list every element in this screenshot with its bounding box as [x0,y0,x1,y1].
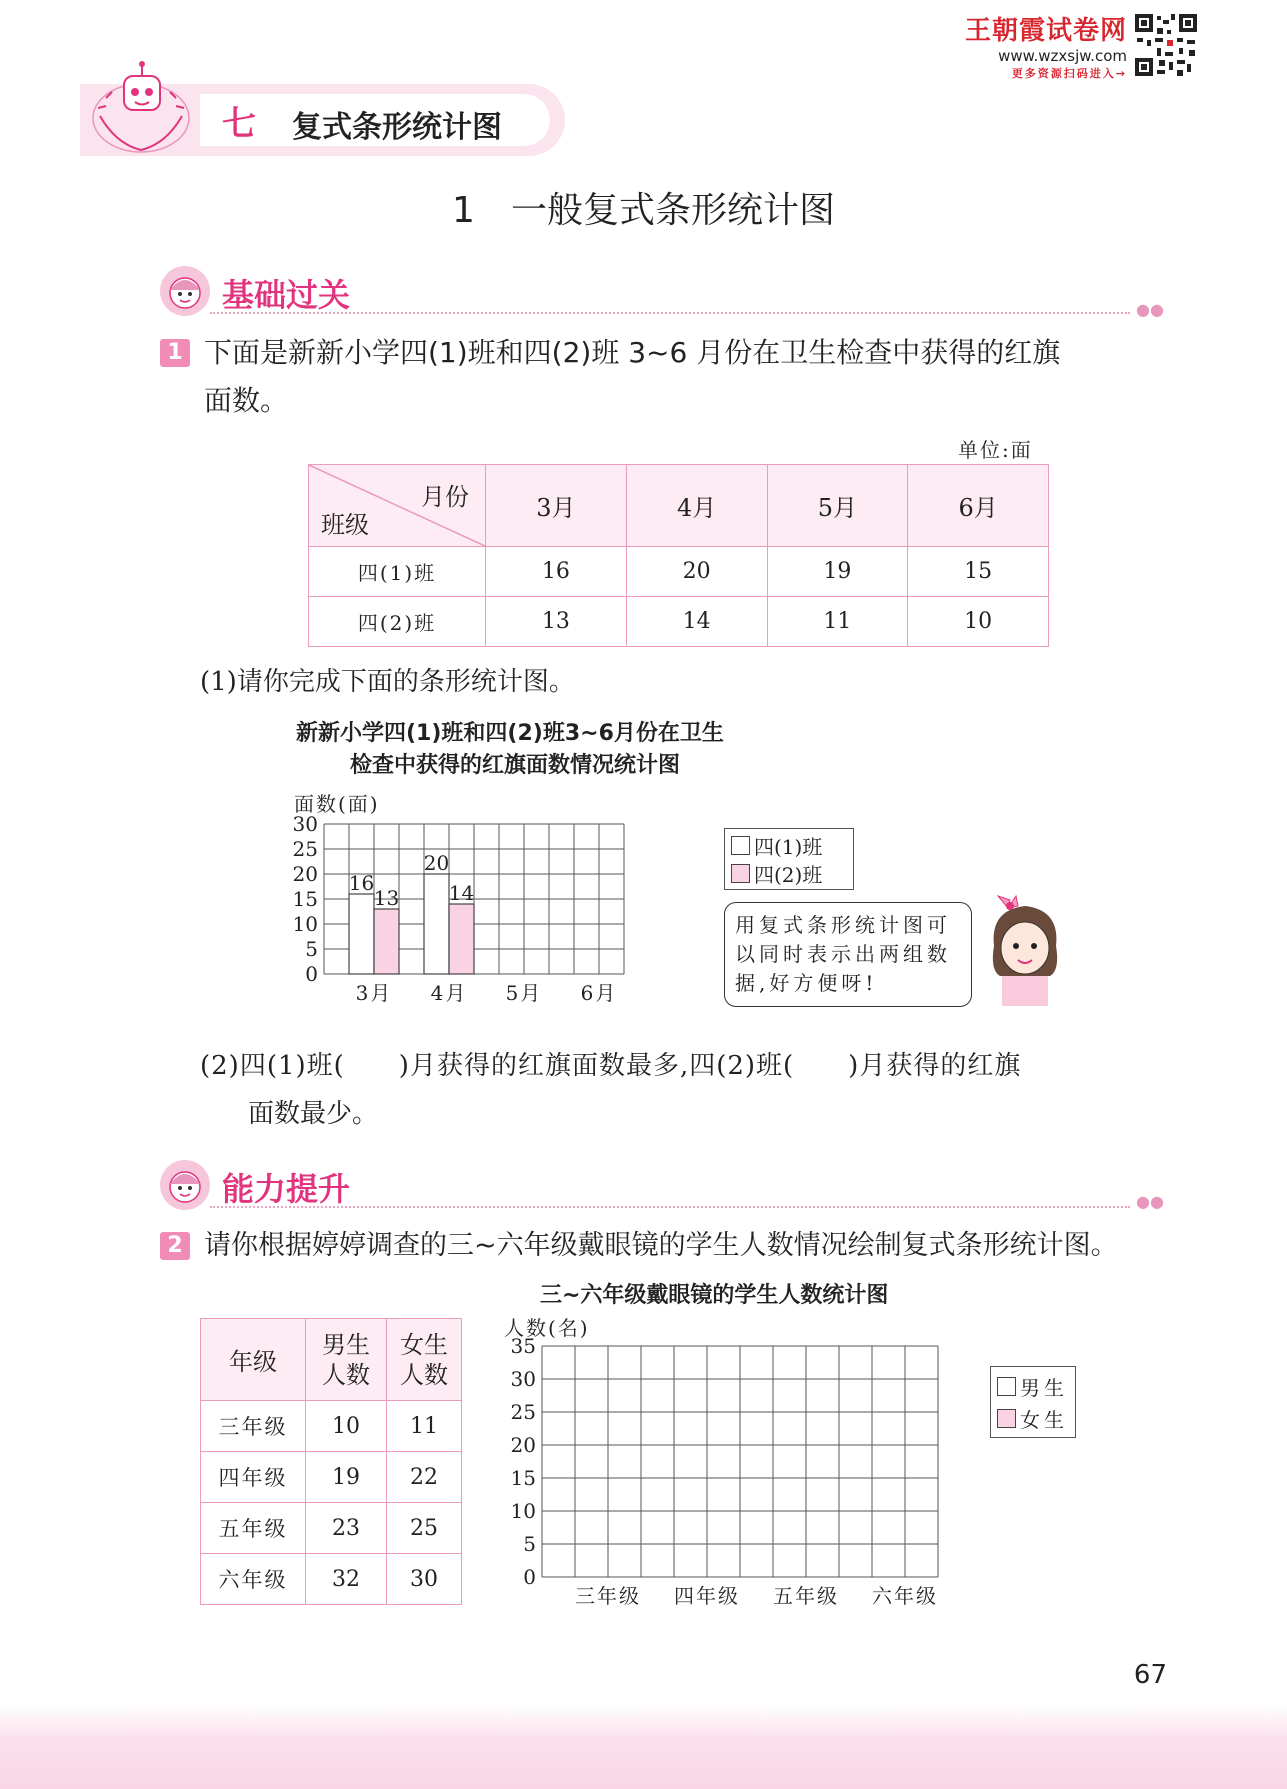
table-row-label: 四(2)班 [309,597,486,647]
legend-swatch [997,1409,1016,1428]
legend-item [991,1370,1075,1402]
table-header-month: 6月 [908,465,1049,547]
legend-swatch [731,836,750,855]
sub-question-2-line1: (2)四(1)班( )月获得的红旗面数最多,四(2)班( )月获得的红旗 [200,1051,1022,1081]
y-tick-label: 15 [292,887,318,911]
table-row-label: 六年级 [201,1554,306,1605]
table-cell: 19 [767,547,908,597]
dots-decoration: ●● [1136,300,1164,319]
table-cell: 23 [306,1503,387,1554]
y-tick-label: 5 [523,1532,536,1556]
question-number: 1 [160,339,190,367]
footer-band [0,1705,1287,1789]
sub-question-2-line2: 面数最少。 [248,1099,379,1129]
table-cell: 19 [306,1452,387,1503]
question1-text-line1: 下面是新新小学四(1)班和四(2)班 3~6 月份在卫生检查中获得的红旗 [204,336,1061,369]
table-header-month: 3月 [486,465,627,547]
table-header-month: 5月 [767,465,908,547]
y-tick-label: 5 [305,937,318,961]
chart1-plot [280,812,720,1032]
table-header-line: 人数 [400,1360,448,1389]
table-cell: 11 [387,1401,462,1452]
girl-face-icon [160,1160,210,1210]
chart2-title: 三~六年级戴眼镜的学生人数统计图 [540,1283,889,1308]
question-number: 2 [160,1232,190,1260]
q2-data-table [200,1318,462,1605]
y-tick-label: 15 [510,1466,536,1490]
part1-divider [210,312,1130,314]
table-cell: 30 [387,1554,462,1605]
robot-mascot-icon [86,58,196,158]
y-tick-label: 0 [305,962,318,986]
part2-label: 能力提升 [222,1170,351,1208]
y-tick-label: 10 [510,1499,536,1523]
table-row-label: 四(1)班 [309,547,486,597]
y-tick-label: 35 [510,1334,536,1358]
table-row-label: 四年级 [201,1452,306,1503]
table-cell: 22 [387,1452,462,1503]
girl-face-icon [160,266,210,316]
chart2-legend [990,1366,1076,1438]
page-number: 67 [1133,1660,1167,1690]
speech-bubble [724,902,972,1007]
table-cell: 16 [486,547,627,597]
y-tick-label: 20 [510,1433,536,1457]
table-header-line: 女生 [400,1330,448,1359]
x-category-label: 3月 [355,981,393,1005]
table-header [306,1319,387,1401]
chart1-title-line2: 检查中获得的红旗面数情况统计图 [350,753,681,778]
table-header-month: 4月 [626,465,767,547]
x-category-label: 三年级 [575,1584,641,1608]
chapter-title: 复式条形统计图 [292,110,502,145]
brand-name: 王朝霞试卷网 [964,16,1127,46]
bar-series1 [349,894,374,974]
section-title: 1 一般复式条形统计图 [452,190,835,231]
x-category-label: 六年级 [872,1584,938,1608]
table-cell: 13 [486,597,627,647]
sub-question-1: (1)请你完成下面的条形统计图。 [200,667,575,697]
bar-data-label: 14 [448,881,475,905]
table-cell: 11 [767,597,908,647]
bar-series2 [374,909,399,974]
bubble-line: 以同时表示出两组数 [735,942,951,966]
table-header-line: 男生 [322,1330,370,1359]
q1-data-table [308,464,1049,647]
x-category-label: 6月 [580,981,618,1005]
legend-item [725,831,853,859]
legend-swatch [731,864,750,883]
table-cell: 14 [626,597,767,647]
part1-label: 基础过关 [222,276,351,314]
question1-text-line2: 面数。 [204,384,289,417]
legend-label: 男生 [1020,1375,1068,1400]
y-tick-label: 25 [510,1400,536,1424]
dots-decoration: ●● [1136,1192,1164,1211]
bar-data-label: 20 [423,851,450,875]
girl-character-icon [980,890,1070,1006]
brand-url[interactable]: www.wzxsjw.com [998,47,1127,65]
table-cell: 15 [908,547,1049,597]
bar-series1 [424,874,449,974]
table-header [387,1319,462,1401]
bar-series2 [449,904,474,974]
chart2-ylabel: 人数(名) [504,1316,590,1340]
x-category-label: 四年级 [674,1584,740,1608]
table-unit: 单位:面 [958,438,1033,462]
table-cell: 25 [387,1503,462,1554]
chart1-title-line1: 新新小学四(1)班和四(2)班3~6月份在卫生 [296,721,724,746]
y-tick-label: 30 [510,1367,536,1391]
legend-item [725,859,853,887]
brand-block [877,10,1127,81]
y-tick-label: 0 [523,1565,536,1589]
table-cell: 32 [306,1554,387,1605]
y-tick-label: 30 [292,812,318,836]
x-category-label: 5月 [505,981,543,1005]
table-cell: 10 [306,1401,387,1452]
qr-code-icon[interactable] [1133,12,1199,78]
legend-item [991,1402,1075,1434]
table-cell: 10 [908,597,1049,647]
table-corner [309,465,486,547]
chart1-legend [724,828,854,890]
y-tick-label: 20 [292,862,318,886]
table-row-label: 三年级 [201,1401,306,1452]
chapter-number: 七 [222,104,256,144]
legend-swatch [997,1377,1016,1396]
x-category-label: 五年级 [773,1584,839,1608]
table-corner-top: 月份 [421,483,469,511]
table-header: 年级 [201,1319,306,1401]
y-tick-label: 25 [292,837,318,861]
chart2-plot [500,1332,980,1614]
x-category-label: 4月 [430,981,468,1005]
question2-text: 请你根据婷婷调查的三~六年级戴眼镜的学生人数情况绘制复式条形统计图。 [204,1230,1118,1261]
table-row-label: 五年级 [201,1503,306,1554]
bubble-line: 据,好方便呀! [735,971,878,995]
bar-data-label: 13 [373,886,400,910]
part2-divider [210,1206,1130,1208]
legend-label: 四(2)班 [754,862,823,887]
bar-data-label: 16 [348,871,375,895]
y-tick-label: 10 [292,912,318,936]
chart1-ylabel: 面数(面) [294,792,380,816]
legend-label: 女生 [1020,1407,1068,1432]
table-cell: 20 [626,547,767,597]
table-header-line: 人数 [322,1360,370,1389]
brand-tip: 更多资源扫码进入→ [1011,67,1127,80]
bubble-line: 用复式条形统计图可 [735,913,951,937]
legend-label: 四(1)班 [754,834,823,859]
table-corner-bottom: 班级 [321,511,369,539]
